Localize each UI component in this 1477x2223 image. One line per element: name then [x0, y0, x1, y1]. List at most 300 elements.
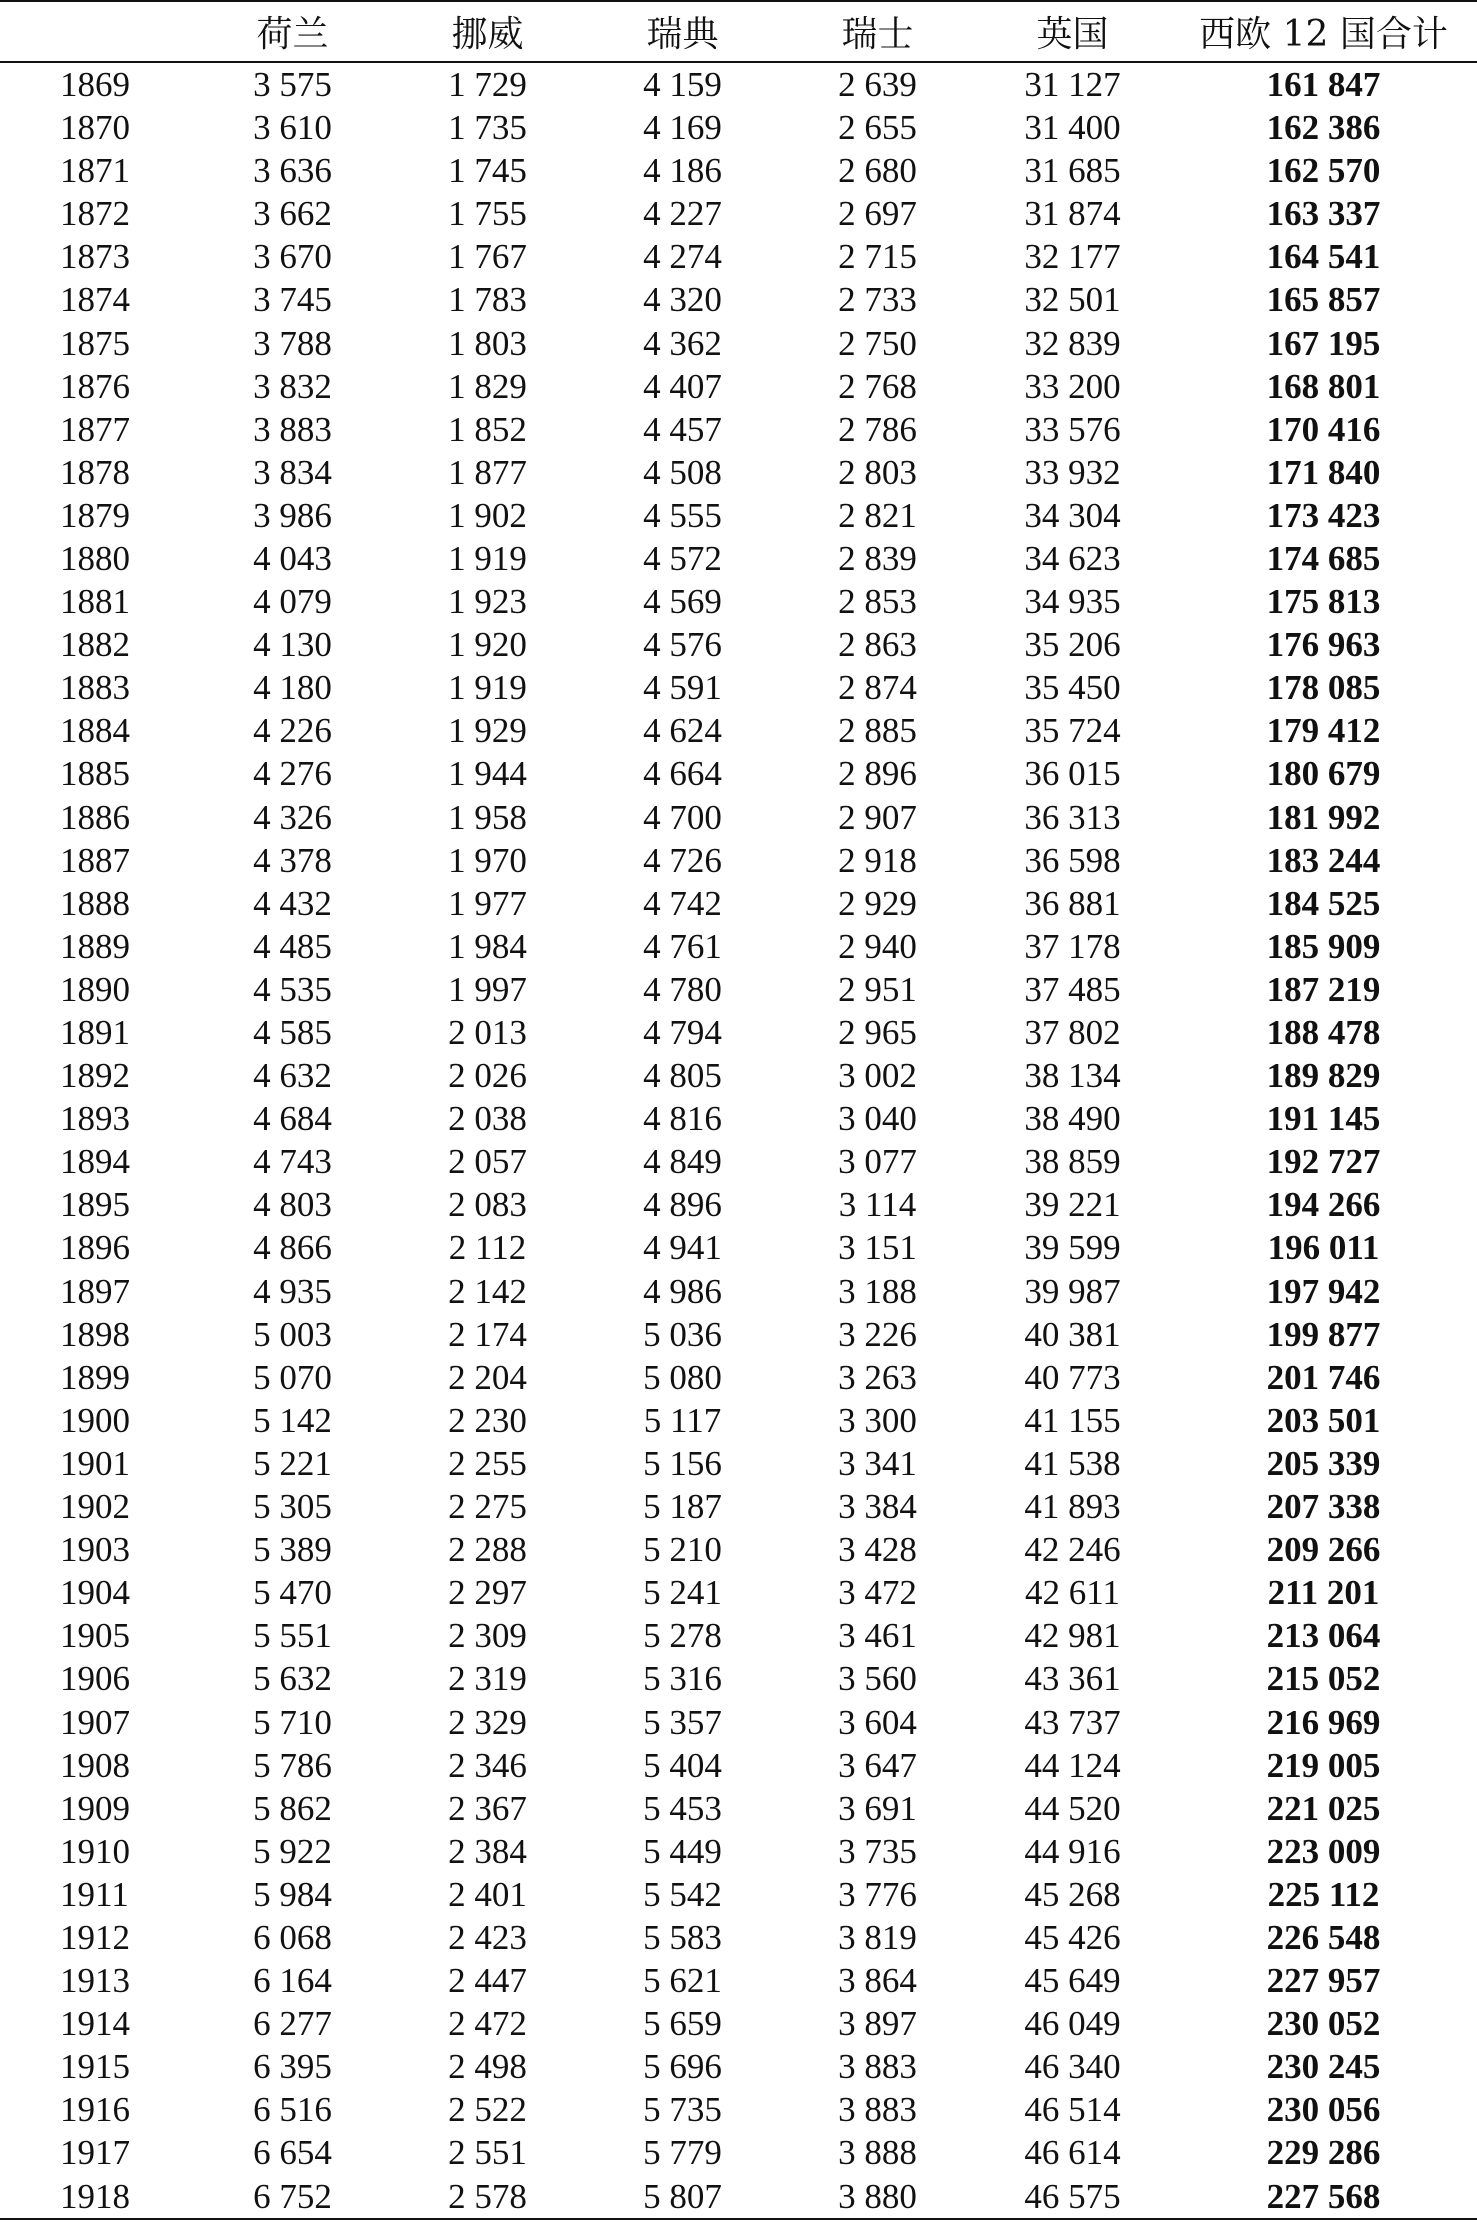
- cell-total: 230 056: [1266, 2090, 1381, 2130]
- cell-switzerland: 3 864: [838, 1961, 917, 2001]
- cell-sweden: 4 572: [643, 538, 722, 578]
- table-row: [0, 1873, 1477, 1916]
- cell-sweden: 4 555: [643, 495, 722, 535]
- cell-sweden: 4 849: [643, 1142, 722, 1182]
- cell-year: 1878: [60, 452, 130, 492]
- cell-switzerland: 3 384: [838, 1487, 917, 1527]
- cell-switzerland: 2 965: [838, 1013, 917, 1053]
- cell-uk: 42 246: [1024, 1530, 1121, 1570]
- cell-switzerland: 3 040: [838, 1099, 917, 1139]
- cell-norway: 2 329: [448, 1702, 527, 1742]
- cell-total: 230 052: [1266, 2004, 1381, 2044]
- cell-uk: 36 598: [1024, 840, 1121, 880]
- cell-norway: 1 970: [448, 840, 527, 880]
- cell-netherlands: 4 866: [253, 1228, 332, 1268]
- cell-uk: 38 134: [1024, 1056, 1121, 1096]
- cell-sweden: 5 583: [643, 1917, 722, 1957]
- cell-norway: 2 057: [448, 1142, 527, 1182]
- cell-year: 1881: [60, 582, 130, 622]
- cell-year: 1871: [60, 151, 130, 191]
- cell-uk: 45 649: [1024, 1961, 1121, 2001]
- cell-switzerland: 2 768: [838, 366, 917, 406]
- cell-uk: 44 520: [1024, 1788, 1121, 1828]
- cell-norway: 1 729: [448, 65, 527, 104]
- table-header: [0, 1, 1477, 62]
- cell-total: 181 992: [1266, 797, 1381, 837]
- cell-sweden: 5 696: [643, 2047, 722, 2087]
- cell-uk: 34 304: [1024, 495, 1121, 535]
- cell-sweden: 5 779: [643, 2133, 722, 2173]
- cell-norway: 2 204: [448, 1357, 527, 1397]
- cell-netherlands: 5 710: [253, 1702, 332, 1742]
- cell-netherlands: 5 551: [253, 1616, 332, 1656]
- table-row: [0, 321, 1477, 364]
- cell-uk: 40 773: [1024, 1357, 1121, 1397]
- cell-norway: 2 083: [448, 1185, 527, 1225]
- cell-total: 189 829: [1266, 1056, 1381, 1096]
- cell-year: 1913: [60, 1961, 130, 2001]
- cell-uk: 44 916: [1024, 1831, 1121, 1871]
- table-row: [0, 968, 1477, 1011]
- cell-netherlands: 3 575: [253, 65, 332, 104]
- cell-sweden: 4 742: [643, 883, 722, 923]
- cell-netherlands: 4 535: [253, 969, 332, 1009]
- cell-total: 201 746: [1266, 1357, 1381, 1397]
- cell-switzerland: 2 697: [838, 194, 917, 234]
- cell-norway: 2 447: [448, 1961, 527, 2001]
- cell-netherlands: 6 395: [253, 2047, 332, 2087]
- cell-uk: 36 313: [1024, 797, 1121, 837]
- cell-uk: 38 859: [1024, 1142, 1121, 1182]
- cell-norway: 2 038: [448, 1099, 527, 1139]
- cell-norway: 1 755: [448, 194, 527, 234]
- cell-year: 1872: [60, 194, 130, 234]
- cell-netherlands: 4 043: [253, 538, 332, 578]
- table-row: [0, 1787, 1477, 1830]
- cell-switzerland: 2 940: [838, 926, 917, 966]
- cell-norway: 2 551: [448, 2133, 527, 2173]
- cell-sweden: 4 274: [643, 237, 722, 277]
- cell-switzerland: 3 114: [838, 1185, 917, 1225]
- cell-switzerland: 3 880: [780, 2175, 975, 2219]
- cell-year: 1877: [60, 409, 130, 449]
- cell-netherlands: 3 788: [253, 323, 332, 363]
- cell-netherlands: 4 326: [253, 797, 332, 837]
- cell-year: 1869: [60, 65, 130, 104]
- table-row: [0, 580, 1477, 623]
- cell-netherlands: 5 142: [253, 1400, 332, 1440]
- cell-switzerland: 3 883: [838, 2090, 917, 2130]
- cell-switzerland: 2 821: [838, 495, 917, 535]
- cell-switzerland: 3 776: [838, 1874, 917, 1914]
- cell-total: 229 286: [1266, 2133, 1381, 2173]
- cell-norway: 1 767: [448, 237, 527, 277]
- table-row: [0, 365, 1477, 408]
- cell-norway: 1 997: [448, 969, 527, 1009]
- cell-norway: 1 783: [448, 280, 527, 320]
- cell-sweden: 4 794: [643, 1013, 722, 1053]
- cell-switzerland: 2 885: [838, 711, 917, 751]
- cell-total: 207 338: [1266, 1487, 1381, 1527]
- cell-sweden: 4 664: [643, 754, 722, 794]
- cell-uk: 38 490: [1024, 1099, 1121, 1139]
- cell-uk: 32 839: [1024, 323, 1121, 363]
- cell-netherlands: 4 432: [253, 883, 332, 923]
- cell-switzerland: 2 839: [838, 538, 917, 578]
- cell-year: 1884: [60, 711, 130, 751]
- cell-netherlands: 3 834: [253, 452, 332, 492]
- table-row: [0, 1356, 1477, 1399]
- cell-switzerland: 2 655: [838, 108, 917, 148]
- table-row: [0, 235, 1477, 278]
- cell-switzerland: 3 226: [838, 1314, 917, 1354]
- cell-uk: 31 400: [1024, 108, 1121, 148]
- table-row: [0, 1657, 1477, 1700]
- cell-total: 161 847: [1266, 65, 1381, 104]
- cell-switzerland: 3 077: [838, 1142, 917, 1182]
- cell-uk: 33 576: [1024, 409, 1121, 449]
- cell-uk: 32 177: [1024, 237, 1121, 277]
- header-norway: 挪威: [390, 1, 585, 62]
- table-row: [0, 623, 1477, 666]
- cell-switzerland: 2 853: [838, 582, 917, 622]
- cell-sweden: 5 036: [643, 1314, 722, 1354]
- cell-uk: 42 981: [1024, 1616, 1121, 1656]
- cell-switzerland: 3 604: [838, 1702, 917, 1742]
- table-row: [0, 1011, 1477, 1054]
- cell-norway: 2 472: [448, 2004, 527, 2044]
- cell-norway: 1 984: [448, 926, 527, 966]
- cell-year: 1901: [60, 1443, 130, 1483]
- cell-norway: 1 977: [448, 883, 527, 923]
- cell-switzerland: 2 863: [838, 625, 917, 665]
- cell-uk: 46 614: [1024, 2133, 1121, 2173]
- table-row: [0, 1700, 1477, 1743]
- cell-total: 205 339: [1266, 1443, 1381, 1483]
- cell-switzerland: 3 819: [838, 1917, 917, 1957]
- cell-sweden: 5 449: [643, 1831, 722, 1871]
- header-total: 西欧 12 国合计: [1170, 1, 1477, 62]
- cell-switzerland: 3 461: [838, 1616, 917, 1656]
- cell-year: 1895: [60, 1185, 130, 1225]
- cell-uk: 32 501: [1024, 280, 1121, 320]
- cell-total: 179 412: [1266, 711, 1381, 751]
- cell-sweden: 4 159: [643, 65, 722, 104]
- cell-year: 1903: [60, 1530, 130, 1570]
- cell-total: 170 416: [1266, 409, 1381, 449]
- table-row: [0, 1744, 1477, 1787]
- cell-netherlands: 3 662: [253, 194, 332, 234]
- cell-year: 1916: [60, 2090, 130, 2130]
- cell-total: 197 942: [1266, 1271, 1381, 1311]
- cell-netherlands: 3 745: [253, 280, 332, 320]
- cell-uk: 34 935: [1024, 582, 1121, 622]
- cell-year: 1892: [60, 1056, 130, 1096]
- cell-switzerland: 3 472: [838, 1573, 917, 1613]
- cell-sweden: 5 080: [643, 1357, 722, 1397]
- table-row: [0, 2131, 1477, 2174]
- cell-sweden: 5 278: [643, 1616, 722, 1656]
- cell-norway: 1 944: [448, 754, 527, 794]
- cell-switzerland: 3 300: [838, 1400, 917, 1440]
- cell-netherlands: 5 862: [253, 1788, 332, 1828]
- cell-netherlands: 4 803: [253, 1185, 332, 1225]
- cell-sweden: 4 591: [643, 668, 722, 708]
- table-row: [0, 2002, 1477, 2045]
- cell-total: 162 386: [1266, 108, 1381, 148]
- table-row: [0, 1485, 1477, 1528]
- cell-uk: 33 200: [1024, 366, 1121, 406]
- cell-norway: 2 288: [448, 1530, 527, 1570]
- cell-year: 1891: [60, 1013, 130, 1053]
- table-row: [0, 1959, 1477, 2002]
- cell-netherlands: 4 180: [253, 668, 332, 708]
- cell-switzerland: 3 560: [838, 1659, 917, 1699]
- cell-netherlands: 5 786: [253, 1745, 332, 1785]
- cell-year: 1898: [60, 1314, 130, 1354]
- cell-year: 1899: [60, 1357, 130, 1397]
- cell-sweden: 5 210: [643, 1530, 722, 1570]
- cell-norway: 2 230: [448, 1400, 527, 1440]
- cell-sweden: 5 735: [643, 2090, 722, 2130]
- cell-year: 1875: [60, 323, 130, 363]
- cell-sweden: 5 659: [643, 2004, 722, 2044]
- table-row: [0, 1528, 1477, 1571]
- cell-switzerland: 3 428: [838, 1530, 917, 1570]
- cell-switzerland: 3 341: [838, 1443, 917, 1483]
- cell-uk: 46 514: [1024, 2090, 1121, 2130]
- cell-sweden: 4 896: [643, 1185, 722, 1225]
- cell-uk: 39 987: [1024, 1271, 1121, 1311]
- cell-total: 223 009: [1266, 1831, 1381, 1871]
- cell-total: 171 840: [1266, 452, 1381, 492]
- cell-norway: 2 522: [448, 2090, 527, 2130]
- cell-sweden: 5 187: [643, 1487, 722, 1527]
- cell-uk: 41 538: [1024, 1443, 1121, 1483]
- cell-sweden: 5 241: [643, 1573, 722, 1613]
- cell-switzerland: 2 750: [838, 323, 917, 363]
- cell-year: 1902: [60, 1487, 130, 1527]
- header-uk: 英国: [975, 1, 1170, 62]
- cell-norway: 2 142: [448, 1271, 527, 1311]
- cell-switzerland: 2 715: [838, 237, 917, 277]
- cell-year: 1888: [60, 883, 130, 923]
- table-row: [0, 839, 1477, 882]
- cell-netherlands: 6 068: [253, 1917, 332, 1957]
- cell-netherlands: 4 485: [253, 926, 332, 966]
- table-row: [0, 925, 1477, 968]
- cell-netherlands: 6 654: [253, 2133, 332, 2173]
- table-row: [0, 709, 1477, 752]
- table-row: [0, 796, 1477, 839]
- cell-sweden: 4 508: [643, 452, 722, 492]
- table-row: [0, 1571, 1477, 1614]
- cell-year: 1876: [60, 366, 130, 406]
- cell-total: 221 025: [1266, 1788, 1381, 1828]
- cell-netherlands: 6 164: [253, 1961, 332, 2001]
- cell-total: 213 064: [1266, 1616, 1381, 1656]
- cell-total: 187 219: [1266, 969, 1381, 1009]
- cell-norway: 1 877: [448, 452, 527, 492]
- cell-norway: 1 803: [448, 323, 527, 363]
- header-row: [0, 1, 1477, 62]
- cell-uk: 44 124: [1024, 1745, 1121, 1785]
- cell-uk: 34 623: [1024, 538, 1121, 578]
- cell-switzerland: 3 888: [838, 2133, 917, 2173]
- cell-total: 185 909: [1266, 926, 1381, 966]
- cell-uk: 42 611: [1025, 1573, 1120, 1613]
- cell-switzerland: 3 897: [838, 2004, 917, 2044]
- cell-norway: 1 919: [448, 538, 527, 578]
- cell-netherlands: 4 632: [253, 1056, 332, 1096]
- cell-uk: 35 724: [1024, 711, 1121, 751]
- cell-netherlands: 5 470: [253, 1573, 332, 1613]
- cell-year: 1885: [60, 754, 130, 794]
- cell-switzerland: 2 786: [838, 409, 917, 449]
- cell-netherlands: 4 226: [253, 711, 332, 751]
- cell-sweden: 4 186: [643, 151, 722, 191]
- cell-year: 1879: [60, 495, 130, 535]
- cell-norway: 2 026: [448, 1056, 527, 1096]
- cell-netherlands: 5 984: [253, 1874, 332, 1914]
- table-row: [0, 451, 1477, 494]
- cell-sweden: 4 457: [643, 409, 722, 449]
- cell-netherlands: 4 079: [253, 582, 332, 622]
- cell-sweden: 5 404: [643, 1745, 722, 1785]
- cell-total: 184 525: [1266, 883, 1381, 923]
- cell-sweden: 4 700: [643, 797, 722, 837]
- cell-total: 173 423: [1266, 495, 1381, 535]
- header-switzerland: 瑞士: [780, 1, 975, 62]
- cell-sweden: 5 316: [643, 1659, 722, 1699]
- cell-total: 168 801: [1266, 366, 1381, 406]
- cell-sweden: 4 320: [643, 280, 722, 320]
- cell-total: 230 245: [1266, 2047, 1381, 2087]
- cell-netherlands: 4 684: [253, 1099, 332, 1139]
- cell-netherlands: 5 305: [253, 1487, 332, 1527]
- cell-uk: 35 206: [1024, 625, 1121, 665]
- cell-switzerland: 2 803: [838, 452, 917, 492]
- cell-norway: 1 923: [448, 582, 527, 622]
- cell-netherlands: 5 003: [253, 1314, 332, 1354]
- cell-netherlands: 3 670: [253, 237, 332, 277]
- cell-year: 1886: [60, 797, 130, 837]
- cell-sweden: 4 816: [643, 1099, 722, 1139]
- cell-total: 215 052: [1266, 1659, 1381, 1699]
- cell-sweden: 4 227: [643, 194, 722, 234]
- cell-year: 1873: [60, 237, 130, 277]
- cell-netherlands: 3 883: [253, 409, 332, 449]
- cell-total: 203 501: [1266, 1400, 1381, 1440]
- cell-switzerland: 2 733: [838, 280, 917, 320]
- cell-sweden: 4 407: [643, 366, 722, 406]
- cell-uk: 31 874: [1024, 194, 1121, 234]
- cell-uk: 45 268: [1024, 1874, 1121, 1914]
- cell-norway: 2 297: [448, 1573, 527, 1613]
- table-row: [0, 494, 1477, 537]
- cell-sweden: 4 941: [643, 1228, 722, 1268]
- cell-sweden: 4 569: [643, 582, 722, 622]
- cell-year: 1882: [60, 625, 130, 665]
- table-row: [0, 1097, 1477, 1140]
- cell-uk: 36 881: [1024, 883, 1121, 923]
- table-row: [0, 1614, 1477, 1657]
- cell-uk: 39 221: [1024, 1185, 1121, 1225]
- cell-uk: 31 685: [1024, 151, 1121, 191]
- cell-norway: 1 829: [448, 366, 527, 406]
- cell-sweden: 5 621: [643, 1961, 722, 2001]
- cell-year: 1883: [60, 668, 130, 708]
- cell-netherlands: 5 070: [253, 1357, 332, 1397]
- cell-uk: 35 450: [1024, 668, 1121, 708]
- cell-uk: 43 361: [1024, 1659, 1121, 1699]
- cell-norway: 1 745: [448, 151, 527, 191]
- cell-norway: 1 735: [448, 108, 527, 148]
- cell-sweden: 4 761: [643, 926, 722, 966]
- cell-norway: 1 902: [448, 495, 527, 535]
- cell-norway: 2 174: [448, 1314, 527, 1354]
- cell-sweden: 5 156: [643, 1443, 722, 1483]
- header-sweden: 瑞典: [585, 1, 780, 62]
- cell-year: 1910: [60, 1831, 130, 1871]
- cell-uk: 41 893: [1024, 1487, 1121, 1527]
- cell-year: 1905: [60, 1616, 130, 1656]
- cell-total: 227 568: [1170, 2175, 1477, 2219]
- cell-norway: 2 423: [448, 1917, 527, 1957]
- cell-switzerland: 2 907: [838, 797, 917, 837]
- table-row: [0, 278, 1477, 321]
- cell-total: 227 957: [1266, 1961, 1381, 2001]
- cell-uk: 43 737: [1024, 1702, 1121, 1742]
- cell-year: 1907: [60, 1702, 130, 1742]
- cell-switzerland: 2 896: [838, 754, 917, 794]
- cell-netherlands: 4 378: [253, 840, 332, 880]
- cell-total: 216 969: [1266, 1702, 1381, 1742]
- cell-sweden: 5 117: [643, 1400, 722, 1440]
- table-row: [0, 1183, 1477, 1226]
- cell-norway: 2 578: [390, 2175, 585, 2219]
- cell-uk: 36 015: [1024, 754, 1121, 794]
- cell-sweden: 4 362: [643, 323, 722, 363]
- cell-uk: 31 127: [1024, 65, 1121, 104]
- cell-switzerland: 3 263: [838, 1357, 917, 1397]
- table-row: [0, 1054, 1477, 1097]
- cell-netherlands: 6 277: [253, 2004, 332, 2044]
- table-row: [0, 2175, 1477, 2219]
- cell-switzerland: 2 874: [838, 668, 917, 708]
- cell-year: 1887: [60, 840, 130, 880]
- cell-sweden: 4 780: [643, 969, 722, 1009]
- cell-netherlands: 3 832: [253, 366, 332, 406]
- cell-year: 1909: [60, 1788, 130, 1828]
- cell-year: 1912: [60, 1917, 130, 1957]
- cell-switzerland: 3 188: [838, 1271, 917, 1311]
- cell-uk: 46 575: [975, 2175, 1170, 2219]
- cell-year: 1893: [60, 1099, 130, 1139]
- cell-netherlands: 4 743: [253, 1142, 332, 1182]
- table-row: [0, 752, 1477, 795]
- cell-norway: 2 401: [448, 1874, 527, 1914]
- cell-netherlands: 3 986: [253, 495, 332, 535]
- cell-total: 163 337: [1266, 194, 1381, 234]
- cell-year: 1918: [0, 2175, 195, 2219]
- cell-total: 178 085: [1266, 668, 1381, 708]
- table-row: [0, 1313, 1477, 1356]
- cell-norway: 1 929: [448, 711, 527, 751]
- cell-norway: 1 852: [448, 409, 527, 449]
- cell-sweden: 4 576: [643, 625, 722, 665]
- cell-total: 174 685: [1266, 538, 1381, 578]
